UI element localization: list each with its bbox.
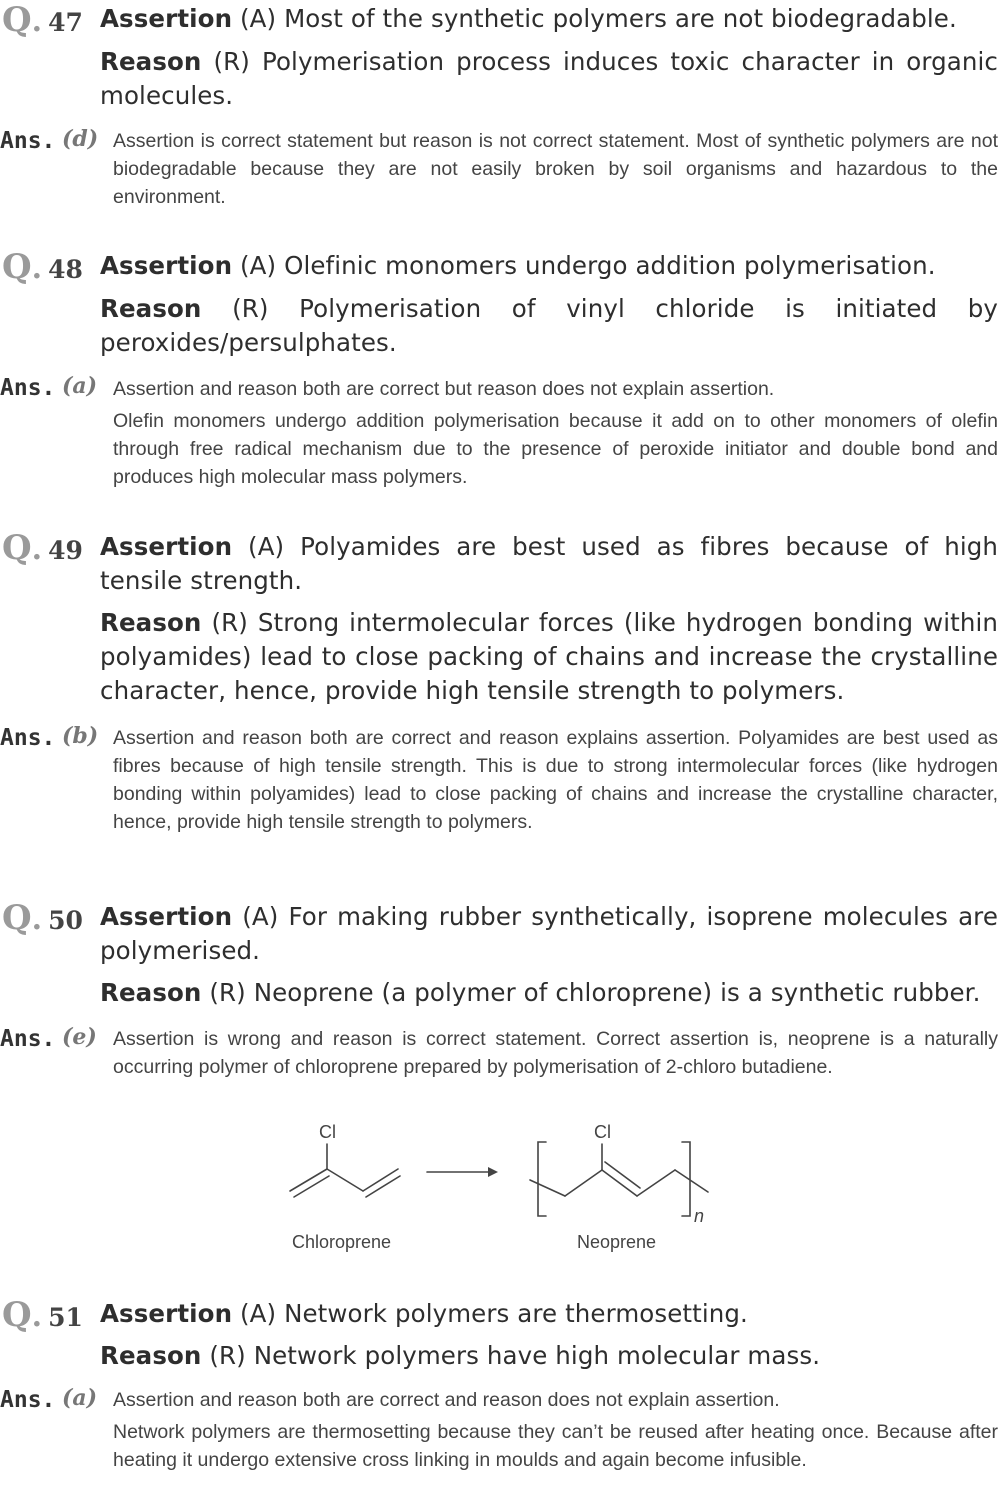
reason-statement: Reason (R) Strong intermolecular forces (like hydrogen bonding within polyamides) lead to close packing of chains and increase the crystalline character, hence, provide high tensile strength to polymers. [100,608,998,705]
answer-explanation: Assertion and reason both are correct and reason does not explain assertion. [113,1389,780,1411]
answer-explanation: Assertion is wrong and reason is correct statement. Correct assertion is, neoprene is a naturally occurring polymer of chloroprene prepared by polymerisation of 2-chloro butadiene. [113,1028,998,1078]
polymerisation-diagram [280,1118,720,1258]
reactant-bond [327,1169,363,1191]
reason-statement: Reason (R) Network polymers have high molecular mass. [100,1341,821,1370]
answer-option: (a) [62,373,98,399]
answer-explanation: Assertion and reason both are correct but reason does not explain assertion. [113,378,775,400]
answer-label: Ans. [0,375,56,401]
assertion-statement: Assertion (A) Most of the synthetic polymers are not biodegradable. [100,4,957,33]
assertion-statement: Assertion (A) For making rubber synthetically, isoprene molecules are polymerised. [100,902,998,965]
answer-explanation: Assertion and reason both are correct and reason explains assertion. Polyamides are best used as fibres because of high tensile strength. This is due to strong intermolecular forces (like hydrogen bonding within polyamides) lead to close packing of chains and increase the crystalline character, hence, provide high tensile strength to polymers. [113,727,998,833]
reactant-name: Chloroprene [292,1232,392,1252]
answer-label: Ans. [0,128,56,154]
arrow-head [488,1167,498,1177]
answer-label: Ans. [0,725,56,751]
product-name: Neoprene [577,1232,657,1252]
answer-explanation-detail: Olefin monomers undergo addition polymerisation because it add on to other monomers of olefin through free radical mechanism due to the presence of peroxide initiator and double bond and produces high molecular mass polymers. [113,410,998,488]
reason-statement: Reason (R) Polymerisation process induces toxic character in organic molecules. [100,47,998,110]
product-cl-label: Cl [594,1122,611,1142]
product-double-bond [605,1162,640,1188]
product-bond [602,1170,637,1196]
assertion-statement: Assertion (A) Network polymers are thermosetting. [100,1299,748,1328]
answer-option: (b) [62,723,99,749]
question-number: Q. 48 [2,247,83,287]
product-bond [530,1180,565,1196]
reactant-double-bond [294,1176,329,1197]
answer-explanation-detail: Network polymers are thermosetting because they can’t be reused after heating once. Because after heating it undergo extensive cross linking in moulds and again become infusible. [113,1421,998,1471]
repeat-subscript: n [694,1206,705,1226]
answer-label: Ans. [0,1026,56,1052]
reactant-cl-label: Cl [319,1122,336,1142]
product-bond [675,1170,708,1192]
product-bond [565,1170,602,1196]
reaction-scheme [280,1118,720,1258]
answer-option: (d) [62,126,99,152]
product-bond [637,1170,675,1196]
question-number: Q. 50 [2,898,83,938]
assertion-statement: Assertion (A) Polyamides are best used as fibres because of high tensile strength. [100,532,999,595]
question-number: Q. 49 [2,528,83,568]
reason-statement: Reason (R) Neoprene (a polymer of chloroprene) is a synthetic rubber. [100,978,981,1007]
answer-label: Ans. [0,1387,56,1413]
answer-explanation: Assertion is correct statement but reason is not correct statement. Most of synthetic polymers are not biodegradable because they are not easily broken by soil organisms and hazardous to the environment. [113,130,998,208]
answer-option: (a) [62,1385,98,1411]
question-number: Q. 51 [2,1295,83,1335]
question-number: Q. 47 [2,0,83,40]
assertion-statement: Assertion (A) Olefinic monomers undergo addition polymerisation. [100,251,936,280]
reason-statement: Reason (R) Polymerisation of vinyl chloride is initiated by peroxides/persulphates. [100,294,998,357]
repeat-bracket-left [538,1142,546,1216]
answer-option: (e) [62,1024,97,1050]
